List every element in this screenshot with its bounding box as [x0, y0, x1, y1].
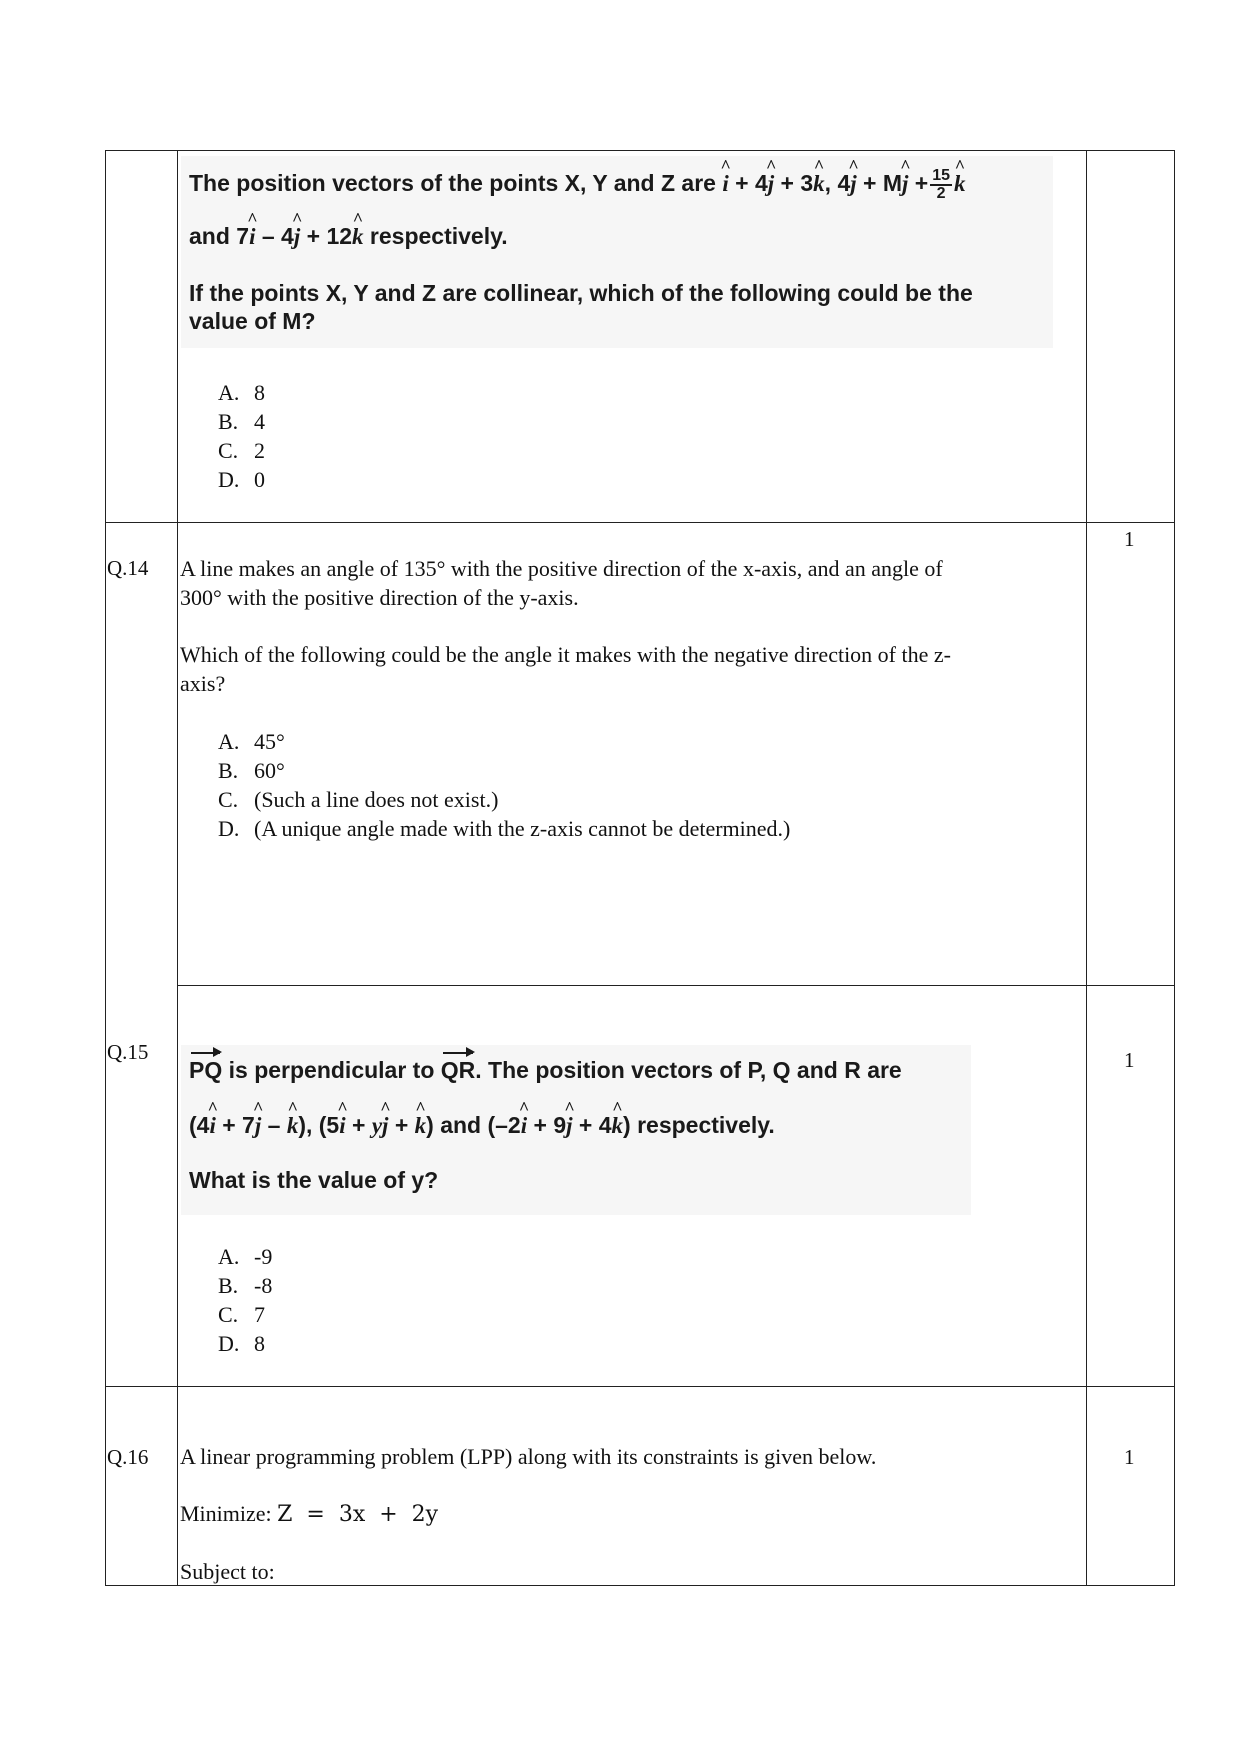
- row-divider-q14: [177, 985, 1175, 986]
- q15-option-d: D. 8: [218, 1331, 265, 1356]
- q15-line-2: (4^ i + 7^ j – ^ k), (5^ i + y^ j + ^ k) and (–2^ i + 9^ j + 4^ k) respectively.: [189, 1112, 775, 1139]
- q16-stem: [180, 1442, 1070, 1586]
- q14-number: Q.14: [107, 556, 149, 580]
- q16-objective: Minimize: Z = 3x + 2y: [180, 1501, 439, 1527]
- q13-question-image: [181, 156, 1053, 348]
- q14-stem-line-1: A line makes an angle of 135° with the positive direction of the x-axis, and an angle of: [180, 556, 943, 581]
- q13-option-b: B. 4: [218, 409, 265, 434]
- q15-line-3: What is the value of y?: [189, 1167, 439, 1193]
- q14-options: [218, 727, 790, 843]
- row-divider-q13: [105, 522, 1175, 523]
- q14-stem-line-2: 300° with the positive direction of the y-axis.: [180, 585, 579, 610]
- q16-number: Q.16: [107, 1445, 149, 1469]
- q16-subject-to: Subject to:: [180, 1559, 275, 1584]
- q13-line-1: The position vectors of the points X, Y and Z are ^ i + 4^ j + 3^ k, 4^ j + M^ j + $\frac{15}{2}$ ^ k: [189, 168, 966, 202]
- column-divider-right: [1086, 150, 1087, 1586]
- q13-options: [218, 378, 265, 494]
- q16-mark: 1: [1124, 1445, 1135, 1469]
- q14-stem-line-4: axis?: [180, 671, 226, 696]
- q15-option-c: C. 7: [218, 1302, 265, 1327]
- q14-option-d: D. (A unique angle made with the z-axis cannot be determined.): [218, 816, 791, 841]
- q15-number: Q.15: [107, 1040, 149, 1064]
- q14-stem: [180, 554, 1070, 698]
- q15-mark: 1: [1124, 1048, 1135, 1072]
- row-divider-q15: [105, 1386, 1175, 1387]
- q13-fraction: $\frac{15}{2}$: [932, 167, 951, 202]
- q15-question-image: [181, 1045, 971, 1215]
- q14-option-b: B. 60°: [218, 758, 285, 783]
- q13-option-c: C. 2: [218, 438, 265, 463]
- q15-line-1: PQ is perpendicular to QR. The position vectors of P, Q and R are: [189, 1057, 902, 1083]
- q14-stem-line-3: Which of the following could be the angle it makes with the negative direction of the z-: [180, 642, 951, 667]
- q15-options: [218, 1242, 272, 1358]
- q16-stem-line: A linear programming problem (LPP) along with its constraints is given below.: [180, 1444, 877, 1469]
- q14-mark: 1: [1124, 527, 1135, 551]
- column-divider-left: [177, 150, 178, 1586]
- question-table: [105, 150, 1175, 1586]
- q14-option-c: C. (Such a line does not exist.): [218, 787, 499, 812]
- q15-option-a: A. -9: [218, 1244, 273, 1269]
- q13-option-d: D. 0: [218, 467, 265, 492]
- q14-option-a: A. 45°: [218, 729, 285, 754]
- q15-option-b: B. -8: [218, 1273, 273, 1298]
- q13-line-4: value of M?: [189, 308, 316, 334]
- q13-line-2: and 7^ i – 4^ j + 12^ k respectively.: [189, 223, 508, 250]
- q13-line-3: If the points X, Y and Z are collinear, which of the following could be the: [189, 280, 973, 306]
- q13-vector-terms: ^ i + 4^ j + 3^ k, 4^ j + M^ j +: [722, 170, 928, 196]
- q13-option-a: A. 8: [218, 380, 265, 405]
